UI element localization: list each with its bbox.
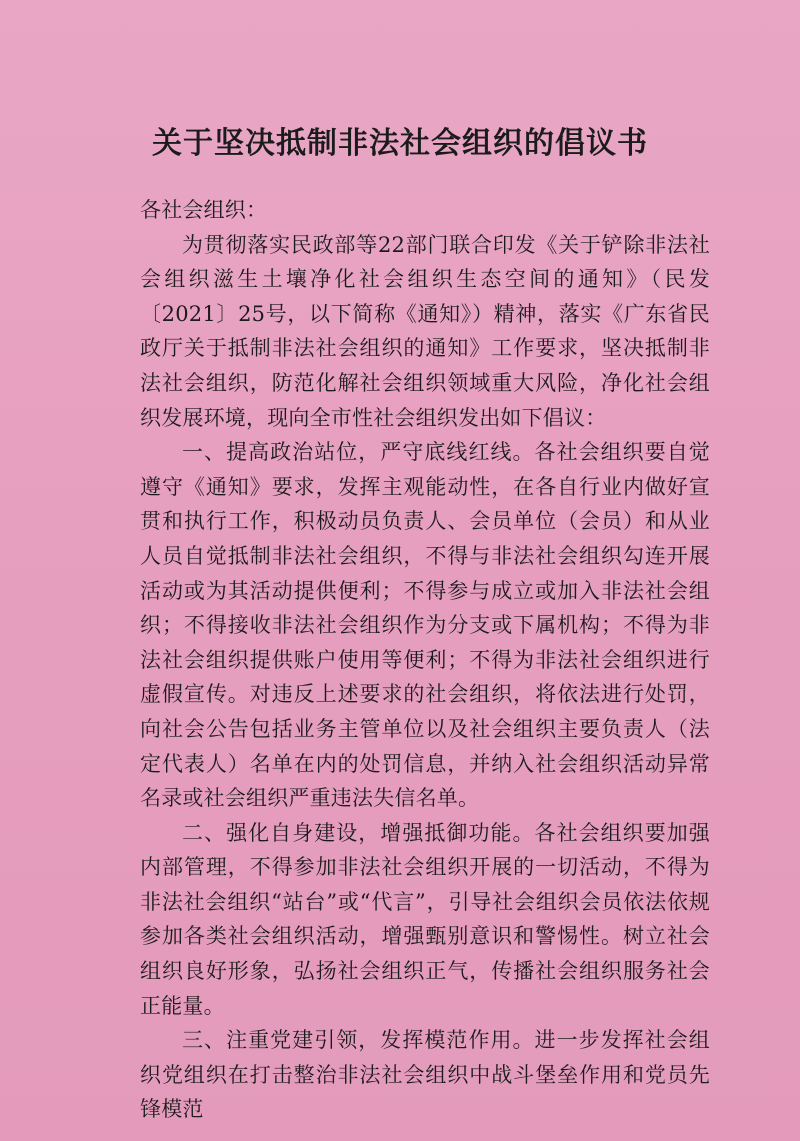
paragraph-text: 进一步发挥社会组织党组织在打击整治非法社会组织中战斗堡垒作用和党员先锋模范 xyxy=(140,1028,710,1122)
paragraph-text: 各社会组织要自觉遵守《通知》要求，发挥主观能动性，在各自行业内做好宣贯和执行工作，积极动员负责人、会员单位（会员）和从业人员自觉抵制非法社会组织，不得与非法社会组织勾连开展活动或为其活动提供便利；不得参与成立或加入非法社会组织；不得接收非法社会组织作为分支或下属机构；不得为非法社会组织提供账户使用等便利；不得为非法社会组织进行虚假宣传。对违反上述要求的社会组织，将依法进行处罚，向社会公告包括业务主管单位以及社会组织主要负责人（法定代表人）名单在内的处罚信息，并纳入社会组织活动异常名录或社会组织严重违法失信名单。 xyxy=(140,440,710,811)
paragraph-text: 各社会组织要加强内部管理，不得参加非法社会组织开展的一切活动，不得为非法社会组织“站台”或“代言”，引导社会组织会员依法依规参加各类社会组织活动，增强甄别意识和警惕性。树立社会组织良好形象，弘扬社会组织正气，传播社会组织服务社会正能量。 xyxy=(140,820,710,1018)
paragraph-point-3 xyxy=(140,1023,710,1127)
paragraph-point-1 xyxy=(140,435,710,816)
paragraph-intro xyxy=(140,228,710,436)
paragraph-lead: 三、注重党建引领，发挥模范作用。 xyxy=(182,1028,535,1053)
paragraph-lead: 二、强化自身建设，增强抵御功能。 xyxy=(182,820,535,845)
paragraph-text: 为贯彻落实民政部等22部门联合印发《关于铲除非法社会组织滋生土壤净化社会组织生态空间的通知》（民发〔2021〕25号，以下简称《通知》）精神，落实《广东省民政厅关于抵制非法社会组织的通知》工作要求，坚决抵制非法社会组织，防范化解社会组织领域重大风险，净化社会组织发展环境，现向全市性社会组织发出如下倡议： xyxy=(140,232,710,430)
salutation: 各社会组织： xyxy=(140,198,268,222)
document-title: 关于坚决抵制非法社会组织的倡议书 xyxy=(152,126,648,161)
document-body xyxy=(140,193,710,1127)
paragraph-lead: 一、提高政治站位，严守底线红线。 xyxy=(182,440,535,465)
paragraph-point-2 xyxy=(140,816,710,1024)
